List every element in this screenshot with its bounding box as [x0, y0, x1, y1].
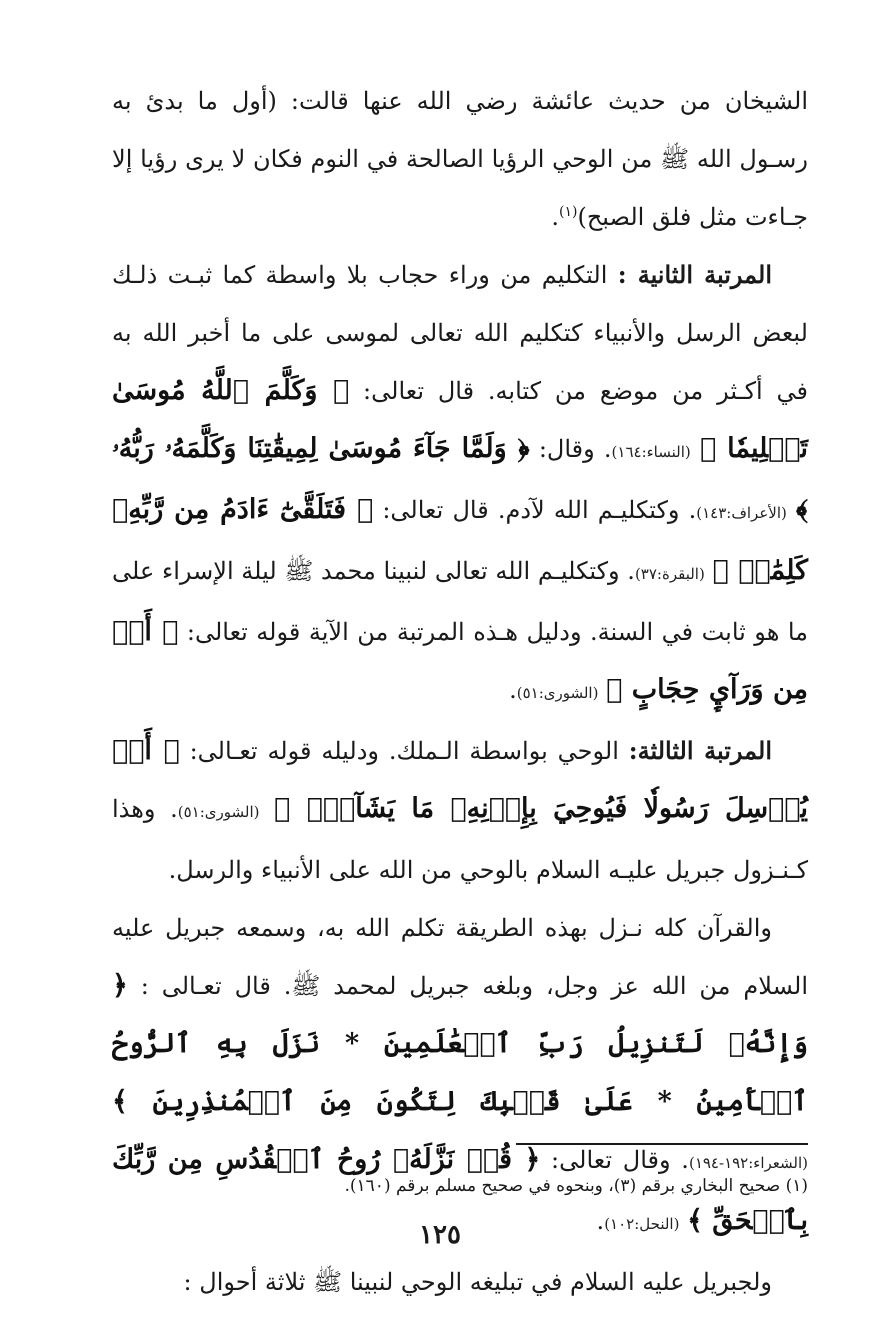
verse-reference: (النساء:١٦٤) [611, 443, 691, 461]
quran-verse: ﴿ أَوۡ مِن وَرَآيِٕ حِجَابٍ ﴾ [112, 616, 808, 705]
main-text [112, 72, 808, 1311]
quran-verse: ﴿ وَكَلَّمَ ٱللَّهُ مُوسَىٰ تَكۡلِيمٗا ﴾ [112, 375, 808, 464]
verse-reference: (البقرة:٣٧) [634, 565, 705, 583]
body-segment: والقرآن كله نـزل بهذه الطريقة تكلم الله به، وسمعه جبريل عليه السلام من الله عز وجل، وبلغه جبريل لمحمد ﷺ. قال تعـالى : [112, 914, 808, 1000]
heading-second-rank: المرتبة الثانية : [617, 260, 773, 289]
paragraph-three-states [112, 1253, 808, 1311]
footnote-text: (١) صحيح البخاري برقم (٣)، وبنحوه في صحيح مسلم برقم (١٦٠). [344, 1176, 808, 1196]
body-segment: . وكتكليـم الله تعالى لنبينا محمد ﷺ ليلة الإسراء على ما هو ثابت في السنة. ودليل هـذه المرتبة من الآية قوله تعالى: [112, 557, 809, 646]
footnote-divider [516, 1143, 808, 1145]
body-segment: التكليم من وراء حجاب بلا واسطة كما ثبـت ذلـك لبعض الرسل والأنبياء كتكليم الله تعالى لموسى على ما أخبر الله به في أكـثر من موضع من كتابه. قال تعالى: [112, 261, 809, 405]
body-segment: ولجبريل عليه السلام في تبليغه الوحي لنبينا ﷺ ثلاثة أحوال : [183, 1268, 772, 1296]
body-segment: . وقال تعالى: [540, 1146, 689, 1174]
paragraph-third-rank [112, 722, 808, 899]
body-segment: . وكتكليـم الله لآدم. قال تعالى: [373, 496, 697, 524]
quran-verse: ﴿ وَإِنَّهُۥ لَتَنزِيلُ رَبِّ ٱلۡعَٰلَمِينَ * نَزَلَ بِهِ ٱلرُّوحُ ٱلۡأَمِينُ * عَلَىٰ قَلۡبِكَ لِتَكُونَ مِنَ ٱلۡمُنذِرِينَ ﴾ [112, 970, 808, 1117]
verse-reference: (الشورى:٥١) [177, 803, 260, 821]
quran-verse: ﴿ وَلَمَّا جَآءَ مُوسَىٰ لِمِيقَٰتِنَا وَكَلَّمَهُۥ رَبُّهُۥ ﴾ [112, 433, 808, 525]
quran-verse: ﴿ أَوۡ يُرۡسِلَ رَسُولٗا فَيُوحِيَ بِإِذۡنِهِۦ مَا يَشَآءُۚ ﴾ [112, 735, 808, 824]
sentence-end: . [551, 203, 559, 231]
quran-verse: ﴿ قُلۡ نَزَّلَهُۥ رُوحُ ٱلۡقُدُسِ مِن رَّبِّكَ بِٱلۡحَقِّ ﴾ [112, 1144, 808, 1236]
body-segment: . وقال: [529, 435, 612, 463]
paragraph-hadith [112, 72, 808, 246]
verse-reference: (الشعراء:١٩٢-١٩٤) [688, 1154, 808, 1172]
heading-third-rank: المرتبة الثالثة: [628, 736, 772, 765]
sentence-end: . [509, 676, 517, 704]
page-number: ١٢٥ [419, 1220, 461, 1250]
quran-verse: ﴿ فَتَلَقَّىٰٓ ءَادَمُ مِن رَّبِّهِۦ كَلِمَٰتٖ ﴾ [112, 494, 809, 586]
verse-reference: (النحل:١٠٢) [604, 1215, 680, 1233]
verse-reference: (الشورى:٥١) [516, 684, 599, 702]
paragraph-second-rank [112, 246, 808, 722]
body-segment: . وهذا كـنـزول جبريل عليـه السلام بالوحي من الله على الأنبياء والرسل. [112, 795, 808, 884]
verse-reference: (الأعراف:١٤٣) [696, 504, 787, 522]
body-segment: الوحي بواسطة الـملك. ودليله قوله تعـالى: [179, 737, 629, 765]
footnote-marker[interactable]: (١) [558, 204, 578, 220]
hadith-text: الشيخان من حديث عائشة رضي الله عنها قالت: (أول ما بدئ به رسـول الله ﷺ من الوحي الرؤيا الصالحة في النوم فكان لا يرى رؤيا إلا جـاءت مثل فلق الصبح) [112, 87, 808, 231]
sentence-end: . [596, 1207, 605, 1235]
